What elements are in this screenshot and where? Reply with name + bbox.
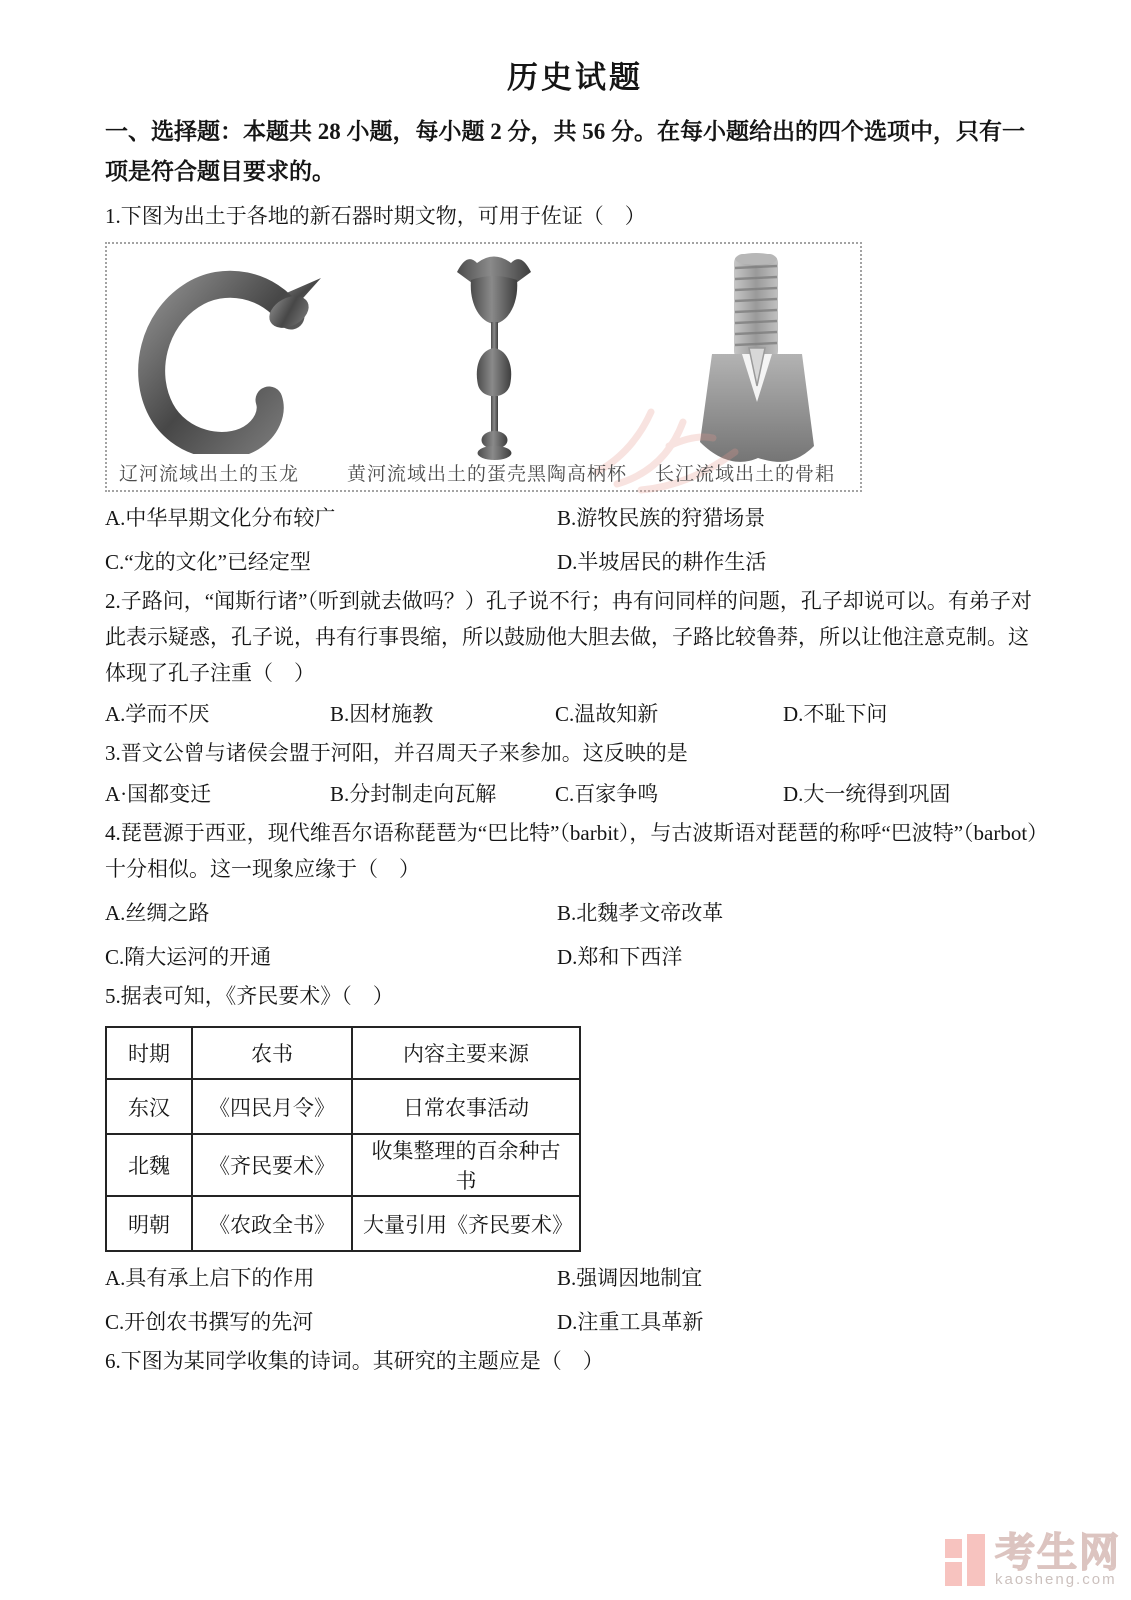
question-5-table [105, 1026, 581, 1252]
question-5-stem: 5.据表可知，《齐民要术》（ ） [105, 984, 394, 1008]
table-header-period: 时期 [106, 1027, 192, 1079]
q3-option-c: C.百家争鸣 [555, 782, 659, 806]
table-cell-period: 东汉 [106, 1079, 192, 1134]
q5-option-d: D.注重工具革新 [557, 1310, 704, 1334]
table-cell-source: 收集整理的百余种古书 [352, 1134, 580, 1196]
q4-option-c: C.隋大运河的开通 [105, 945, 272, 969]
site-url: kaosheng.com [995, 1571, 1117, 1588]
site-watermark [945, 1530, 1121, 1588]
figure-caption-jade-dragon: 辽河流域出土的玉龙 [119, 464, 300, 485]
site-name: 考生网 [995, 1530, 1121, 1575]
table-cell-book: 《四民月令》 [192, 1079, 352, 1134]
jade-dragon-image [129, 254, 334, 454]
q4-option-d: D.郑和下西洋 [557, 945, 683, 969]
question-3-stem: 3.晋文公曾与诸侯会盟于河阳，并召周天子来参加。这反映的是 [105, 741, 688, 765]
page-title: 历史试题 [507, 60, 643, 95]
table-cell-source: 大量引用《齐民要术》 [352, 1196, 580, 1251]
q3-option-d: D.大一统得到巩固 [783, 782, 951, 806]
q3-option-b: B.分封制走向瓦解 [330, 782, 497, 806]
figure-caption-pottery-cup: 黄河流域出土的蛋壳黑陶高柄杯 [347, 464, 628, 485]
kaosheng-logo-icon [945, 1534, 987, 1588]
site-watermark-text [995, 1530, 1121, 1588]
q2-option-a: A.学而不厌 [105, 702, 210, 726]
q3-option-a: A·国都变迁 [105, 782, 212, 806]
q1-option-b: B.游牧民族的狩猎场景 [557, 506, 766, 530]
q1-option-c: C.“龙的文化”已经定型 [105, 550, 311, 574]
question-1-options [105, 504, 1045, 577]
pottery-goblet-image [447, 250, 542, 470]
exam-page-content [105, 0, 1045, 1379]
q5-option-a: A.具有承上启下的作用 [105, 1266, 315, 1290]
question-5-options [105, 1264, 1045, 1337]
q2-option-c: C.温故知新 [555, 702, 659, 726]
table-header-row [106, 1027, 580, 1079]
q2-option-b: B.因材施教 [330, 702, 434, 726]
question-4-options [105, 899, 1045, 972]
q1-option-a: A.中华早期文化分布较广 [105, 506, 336, 530]
question-1-figure [105, 242, 862, 492]
q4-option-b: B.北魏孝文帝改革 [557, 901, 724, 925]
q4-option-a: A.丝绸之路 [105, 901, 210, 925]
q2-option-d: D.不耻下问 [783, 702, 888, 726]
question-6-stem: 6.下图为某同学收集的诗词。其研究的主题应是（ ） [105, 1349, 604, 1373]
question-1-stem: 1.下图为出土于各地的新石器时期文物，可用于佐证（ ） [105, 204, 646, 228]
table-row [106, 1134, 580, 1196]
question-2-stem: 2.子路问，“闻斯行诸”（听到就去做吗？）孔子说不行；冉有问同样的问题，孔子却说可以。有弟子对此表示疑惑，孔子说，冉有行事畏缩，所以鼓励他大胆去做，子路比较鲁莽，所以让他注意克制。这体现了孔子注重（ ） [105, 589, 1032, 685]
table-cell-source: 日常农事活动 [352, 1079, 580, 1134]
table-header-book: 农书 [192, 1027, 352, 1079]
table-row [106, 1196, 580, 1251]
question-4-stem: 4.琵琶源于西亚，现代维吾尔语称琵琶为“巴比特”（barbit），与古波斯语对琵琶的称呼“巴波特”（barbot）十分相似。这一现象应缘于（ ） [105, 821, 1038, 881]
q5-option-b: B.强调因地制宜 [557, 1266, 703, 1290]
table-cell-period: 明朝 [106, 1196, 192, 1251]
q1-option-d: D.半坡居民的耕作生活 [557, 550, 767, 574]
table-cell-book: 《农政全书》 [192, 1196, 352, 1251]
table-cell-period: 北魏 [106, 1134, 192, 1196]
table-header-source: 内容主要来源 [352, 1027, 580, 1079]
question-2-options [105, 700, 1045, 729]
section-heading: 一、选择题：本题共 28 小题，每小题 2 分，共 56 分。在每小题给出的四个选项中，只有一项是符合题目要求的。 [105, 119, 1025, 184]
figure-caption-bone-spade: 长江流域出土的骨耜 [655, 464, 836, 485]
q5-option-c: C.开创农书撰写的先河 [105, 1310, 314, 1334]
table-row [106, 1079, 580, 1134]
question-3-options [105, 780, 1045, 809]
table-cell-book: 《齐民要术》 [192, 1134, 352, 1196]
